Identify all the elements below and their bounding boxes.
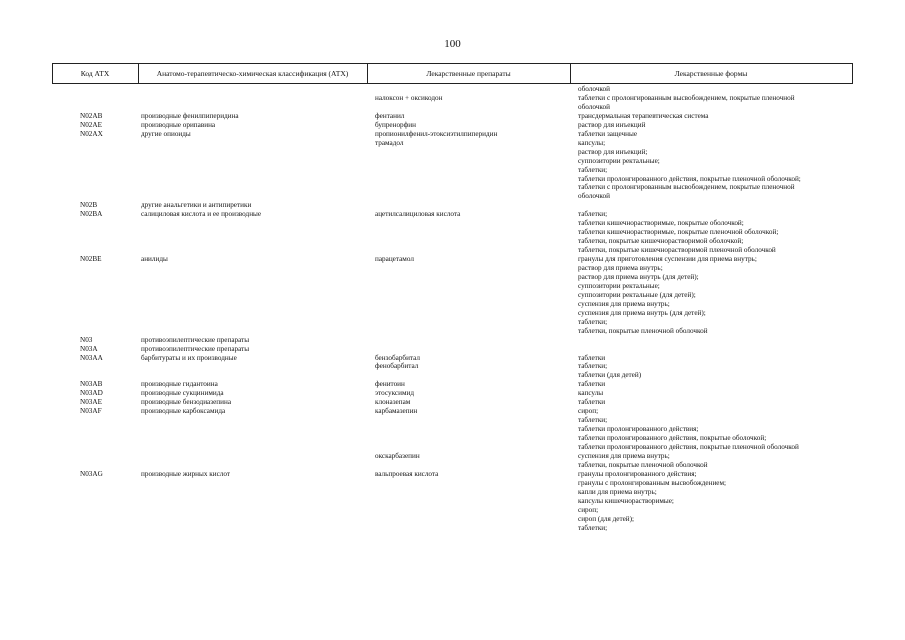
cell-form: капли для приема внутрь; xyxy=(578,487,657,496)
cell-code: N03AD xyxy=(80,389,103,398)
cell-drug: бупренорфин xyxy=(375,120,416,129)
cell-form: суспензия для приема внутрь (для детей); xyxy=(578,308,706,317)
cell-drug: этосуксимид xyxy=(375,389,414,398)
cell-drug: фенитоин xyxy=(375,380,405,389)
cell-form: раствор для инъекций xyxy=(578,120,646,129)
cell-classification: производные бензодиазепина xyxy=(141,398,232,407)
page-number: 100 xyxy=(444,38,461,50)
cell-form: сироп; xyxy=(578,407,599,416)
cell-form: сироп; xyxy=(578,505,599,514)
cell-classification: производные орипавина xyxy=(141,120,216,129)
cell-drug: налоксон + оксикодон xyxy=(375,93,443,102)
cell-form: таблетки; xyxy=(578,416,608,425)
cell-form: суспензия для приема внутрь; xyxy=(578,299,670,308)
cell-classification: производные жирных кислот xyxy=(141,469,230,478)
cell-form: оболочкой xyxy=(578,85,610,93)
cell-form: гранулы пролонгированного действия; xyxy=(578,469,697,478)
cell-form: таблетки, покрытые пленочной оболочкой xyxy=(578,326,708,335)
cell-form: таблетки пролонгированного действия, покрытые пленочной оболочкой; xyxy=(578,174,801,183)
cell-classification: производные гидантоина xyxy=(141,380,218,389)
cell-classification: анилиды xyxy=(141,255,168,264)
cell-drug: бензобарбитал xyxy=(375,353,421,362)
cell-code: N02AX xyxy=(80,129,103,138)
cell-form: таблетки с пролонгированным высвобождением, покрытые пленочной xyxy=(578,183,795,192)
cell-code: N02AE xyxy=(80,120,102,129)
cell-form: трансдермальная терапевтическая система xyxy=(578,111,709,120)
cell-drug: пропионилфенил-этоксиэтилпиперидин xyxy=(375,129,498,138)
cell-form: суппозитории ректальные (для детей); xyxy=(578,290,696,299)
cell-form: таблетки, покрытые кишечнорастворимой оболочкой; xyxy=(578,237,744,246)
cell-classification: производные сукцинимида xyxy=(141,389,224,398)
cell-drug: трамадол xyxy=(375,138,404,147)
cell-code: N02AB xyxy=(80,111,103,120)
cell-form: таблетки; xyxy=(578,317,608,326)
cell-form: раствор для приема внутрь; xyxy=(578,264,663,272)
cell-drug: вальпроевая кислота xyxy=(375,469,439,478)
cell-form: гранулы с пролонгированным высвобождением; xyxy=(578,478,727,487)
cell-form: раствор для инъекций; xyxy=(578,147,648,156)
header-forms: Лекарственные формы xyxy=(674,68,748,78)
cell-form: таблетки кишечнорастворимые, покрытые оболочкой; xyxy=(578,219,744,228)
cell-form: таблетки; xyxy=(578,362,608,371)
cell-form: таблетки пролонгированного действия; xyxy=(578,425,699,434)
cell-drug: фенобарбитал xyxy=(375,362,419,371)
cell-form: суппозитории ректальные; xyxy=(578,281,660,290)
cell-classification: другие опиоиды xyxy=(141,129,191,138)
cell-drug: фентанил xyxy=(375,111,405,120)
cell-code: N03AB xyxy=(80,380,103,389)
cell-form: оболочкой xyxy=(578,192,610,201)
cell-form: таблетки, покрытые пленочной оболочкой xyxy=(578,460,708,469)
cell-classification: другие анальгетики и антипиретики xyxy=(141,201,252,210)
cell-form: капсулы; xyxy=(578,138,606,147)
cell-code: N02BA xyxy=(80,210,103,219)
cell-drug: ацетилсалициловая кислота xyxy=(375,210,461,219)
cell-drug: клоназепам xyxy=(375,398,411,407)
cell-classification: производные фенилпиперидина xyxy=(141,111,239,120)
cell-form: таблетки, покрытые кишечнорастворимой пленочной оболочкой xyxy=(578,246,776,255)
cell-classification: противоэпилептические препараты xyxy=(141,344,250,353)
cell-form: таблетки; xyxy=(578,165,608,174)
cell-classification: салициловая кислота и ее производные xyxy=(141,210,262,219)
cell-form: таблетки; xyxy=(578,210,608,219)
cell-code: N03AA xyxy=(80,353,103,362)
cell-form: таблетки xyxy=(578,380,606,389)
cell-code: N03AF xyxy=(80,407,102,416)
cell-form: таблетки с пролонгированным высвобождением, покрытые пленочной xyxy=(578,93,795,102)
header-drugs: Лекарственные препараты xyxy=(426,68,511,78)
cell-form: таблетки защечные xyxy=(578,129,638,138)
cell-drug: карбамазепин xyxy=(375,407,418,416)
cell-code: N03AG xyxy=(80,469,103,478)
cell-form: таблетки xyxy=(578,353,606,362)
cell-form: таблетки пролонгированного действия, покрытые оболочкой; xyxy=(578,434,767,443)
cell-form: таблетки xyxy=(578,398,606,407)
cell-classification: барбитураты и их производные xyxy=(141,353,237,362)
cell-drug: парацетамол xyxy=(375,255,414,264)
cell-code: N03 xyxy=(80,335,93,344)
cell-form: таблетки (для детей) xyxy=(578,371,642,380)
cell-code: N03A xyxy=(80,344,98,353)
cell-form: таблетки; xyxy=(578,523,608,532)
cell-form: таблетки пролонгированного действия, покрытые пленочной оболочкой xyxy=(578,443,799,451)
cell-classification: противоэпилептические препараты xyxy=(141,335,250,344)
cell-classification: производные карбоксамида xyxy=(141,407,226,416)
cell-form: гранулы для приготовления суспензии для приема внутрь; xyxy=(578,255,757,264)
header-classification: Анатомо-терапевтическо-химическая классификация (АТХ) xyxy=(156,68,349,78)
cell-form: сироп (для детей); xyxy=(578,514,635,523)
cell-form: суспензия для приема внутрь; xyxy=(578,451,670,460)
cell-code: N02B xyxy=(80,201,98,210)
header-code: Код АТХ xyxy=(80,68,110,78)
cell-form: капсулы кишечнорастворимые; xyxy=(578,496,674,505)
cell-form: таблетки кишечнорастворимые, покрытые пленочной оболочкой; xyxy=(578,228,779,237)
cell-form: раствор для приема внутрь (для детей); xyxy=(578,272,699,281)
table-header xyxy=(52,63,853,84)
cell-drug: окскарбазепин xyxy=(375,451,420,460)
cell-code: N02BE xyxy=(80,255,102,264)
cell-form: оболочкой xyxy=(578,102,610,111)
cell-form: суппозитории ректальные; xyxy=(578,156,660,165)
cell-form: капсулы xyxy=(578,389,604,398)
cell-code: N03AE xyxy=(80,398,102,407)
